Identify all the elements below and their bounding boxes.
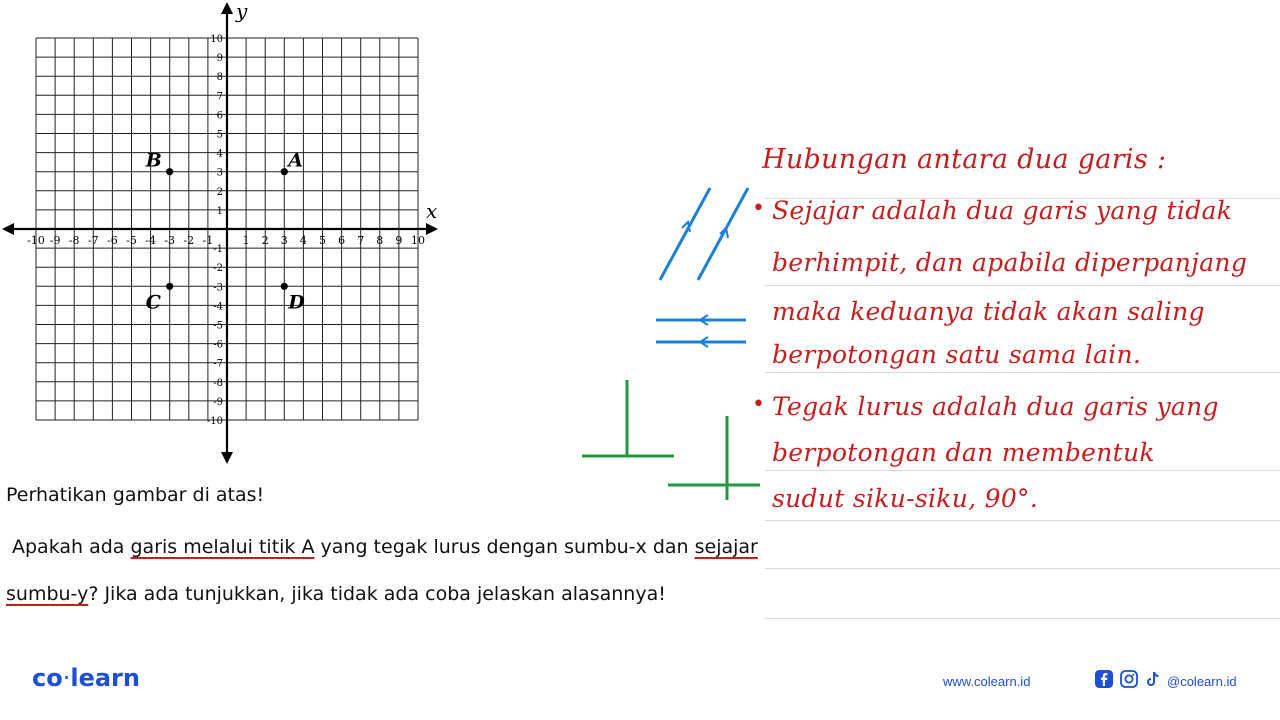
- point-label-b: B: [145, 149, 162, 172]
- ruled-line: [765, 568, 1280, 569]
- highlight-sejajar: sejajar: [694, 536, 758, 558]
- question-text: Apakah ada: [12, 536, 131, 558]
- x-axis-arrow-left: [2, 223, 14, 235]
- question-intro: Perhatikan gambar di atas!: [6, 484, 265, 506]
- y-tick-label: 10: [210, 34, 223, 45]
- point-label-c: C: [145, 291, 161, 314]
- point-b: [166, 168, 173, 175]
- point-label-d: D: [288, 291, 305, 314]
- logo-part-co: co: [32, 664, 63, 692]
- notes-line-2: berhimpit, dan apabila diperpanjang: [772, 248, 1248, 277]
- x-tick-label: 10: [411, 234, 425, 247]
- x-axis-label: x: [426, 199, 438, 223]
- x-tick-label: 6: [338, 234, 346, 247]
- y-tick-label: -4: [213, 301, 223, 313]
- x-tick-label: -8: [68, 234, 80, 247]
- notes-title: Hubungan antara dua garis :: [762, 144, 1167, 175]
- y-tick-label: 6: [216, 110, 223, 122]
- line-relation-sketches: [570, 170, 770, 500]
- x-tick-label: 2: [261, 234, 269, 247]
- x-tick-label: 7: [357, 234, 365, 247]
- x-tick-label: -1: [202, 234, 214, 247]
- y-axis-arrow-down: [221, 452, 233, 464]
- x-tick-label: 8: [376, 234, 384, 247]
- y-axis-label: y: [236, 0, 248, 23]
- highlight-garis: garis melalui titik A: [130, 536, 315, 558]
- website-link[interactable]: www.colearn.id: [943, 674, 1031, 689]
- x-tick-label: -9: [49, 234, 61, 247]
- instagram-icon[interactable]: [1120, 670, 1138, 688]
- x-tick-label: 5: [319, 234, 326, 247]
- highlight-sumbu-y: sumbu-y: [6, 583, 89, 605]
- x-tick-label: -7: [87, 234, 99, 247]
- x-axis-arrow-right: [426, 223, 438, 235]
- point-label-a: A: [288, 149, 304, 172]
- bullet-icon: •: [752, 392, 765, 417]
- facebook-icon[interactable]: [1095, 670, 1113, 688]
- y-axis-arrow-up: [221, 2, 233, 14]
- ruled-line: [765, 618, 1280, 619]
- question-line-2: [12, 536, 758, 558]
- x-tick-label: -6: [107, 234, 118, 247]
- y-tick-label: -1: [213, 244, 223, 256]
- notes-line-5: Tegak lurus adalah dua garis yang: [772, 392, 1219, 421]
- y-tick-label: -2: [213, 263, 223, 275]
- y-tick-label: 7: [216, 91, 223, 103]
- notes-line-6: berpotongan dan membentuk: [772, 438, 1155, 467]
- y-tick-label: -10: [206, 416, 223, 427]
- logo-part-learn: learn: [70, 664, 140, 692]
- point-d: [281, 283, 288, 290]
- y-tick-label: 2: [216, 186, 223, 198]
- y-tick-label: 8: [216, 72, 223, 84]
- logo-separator: ·: [62, 664, 71, 692]
- x-tick-label: 9: [395, 234, 403, 247]
- colearn-logo[interactable]: [32, 664, 140, 692]
- y-tick-label: -9: [213, 396, 223, 408]
- x-tick-label: 3: [280, 234, 288, 247]
- x-tick-label: 4: [299, 234, 307, 247]
- points: [145, 150, 306, 314]
- y-tick-label: 5: [216, 129, 223, 141]
- x-tick-label: -5: [126, 234, 137, 247]
- y-tick-label: -3: [213, 282, 223, 294]
- ruled-line: [765, 520, 1280, 521]
- notes-line-4: berpotongan satu sama lain.: [772, 340, 1142, 369]
- y-tick-label: -6: [213, 339, 223, 351]
- social-handle[interactable]: @colearn.id: [1167, 674, 1237, 689]
- y-tick-label: 1: [216, 205, 223, 217]
- question-line-3: [6, 583, 666, 605]
- ruled-line: [765, 285, 1280, 286]
- point-c: [166, 283, 173, 290]
- y-tick-label: -7: [213, 358, 223, 370]
- notes-line-1: Sejajar adalah dua garis yang tidak: [772, 196, 1233, 225]
- axes: [2, 0, 438, 464]
- x-tick-label: -2: [183, 234, 195, 247]
- bullet-icon: •: [752, 196, 765, 221]
- x-tick-label: -4: [145, 234, 156, 247]
- question-text: yang tegak lurus dengan sumbu-x dan: [314, 536, 695, 558]
- parallel-line-2: [698, 188, 748, 280]
- ruled-line: [765, 470, 1280, 471]
- notes-line-3: maka keduanya tidak akan saling: [772, 297, 1205, 326]
- y-tick-label: 9: [216, 53, 223, 65]
- y-tick-label: 3: [216, 167, 223, 179]
- x-tick-label: -3: [164, 234, 176, 247]
- x-tick-label: -10: [27, 234, 45, 247]
- notes-line-7: sudut siku-siku, 90°.: [772, 484, 1039, 513]
- question-text: ? Jika ada tunjukkan, jika tidak ada coba jelaskan alasannya!: [88, 583, 666, 605]
- parallel-line-1: [660, 188, 710, 280]
- y-tick-label: -5: [213, 320, 223, 332]
- x-tick-label: 1: [242, 234, 250, 247]
- y-tick-label: 4: [216, 148, 223, 160]
- coordinate-plane: [0, 0, 440, 470]
- point-a: [281, 168, 288, 175]
- ruled-line: [765, 372, 1280, 373]
- y-tick-label: -8: [213, 377, 223, 389]
- tiktok-icon[interactable]: [1144, 670, 1162, 688]
